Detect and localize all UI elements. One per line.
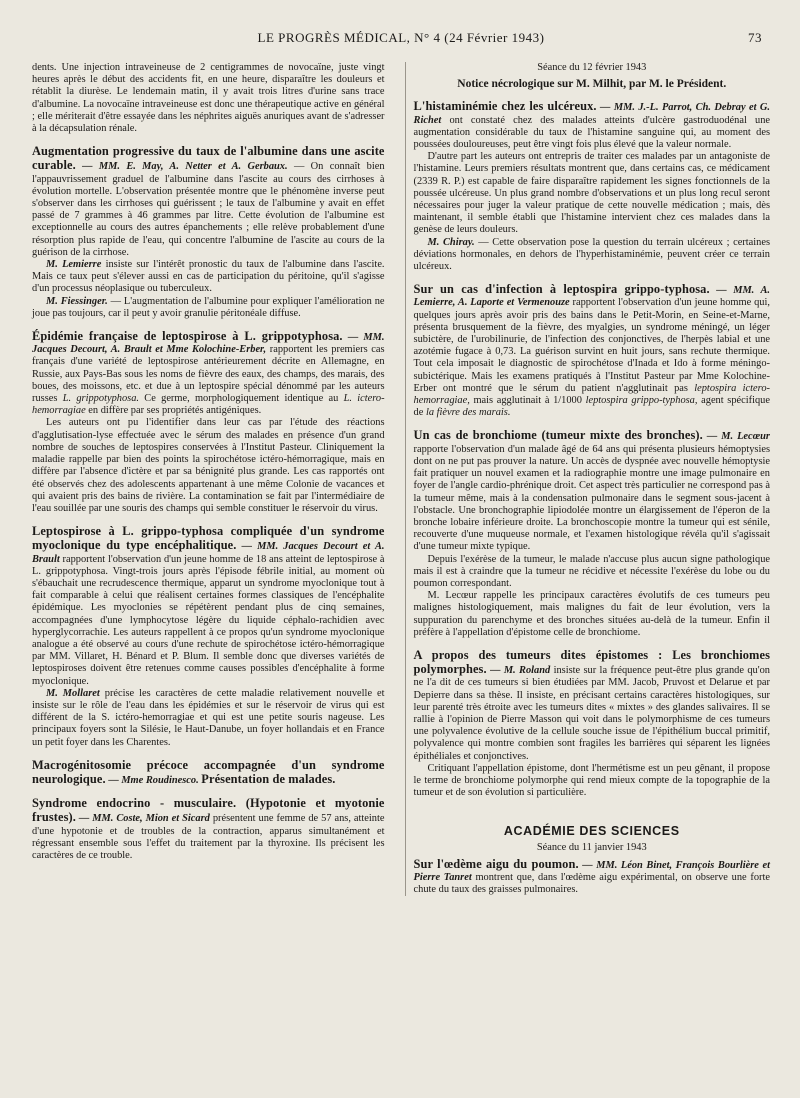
academy-heading: ACADÉMIE DES SCIENCES <box>503 824 680 839</box>
intro-paragraph-block <box>32 62 385 135</box>
epistomes-authors: — M. Roland <box>490 665 551 677</box>
page-number: 73 <box>748 30 762 45</box>
oedeme-article <box>414 858 770 897</box>
two-column-body <box>32 62 770 896</box>
epistomes-text: insiste sur la fréquence peut-être plus grande qu'on ne l'a dit de ces tumeurs si bien étudiées par MM. Jacob, Pruvost et Delarue et par Depierre dans sa thèse. Il insiste, en précisant certains caractères histologiques, sur leur parenté très étroite avec les tumeurs dites « mixtes » des glandes salivaires. Il se rallie à l'opinion de Pierre Masson qui voit dans le polymorphisme de ces tumeurs une polyvalence évolutive de la cellule souche issue de l'épithélium buccal primitif, polyvalence qui montre combien sont fragiles les barrières qui séparent les lignées épithéliales et conjonctives. <box>413 665 770 762</box>
albumine-text: — On connaît bien l'appauvrissement graduel de l'albumine dans l'ascite au cours des cirrhoses à évolution mortelle. L'observation présentée montre que le phénomène inverse peut s'observer dans les cirrhoses qui guérissent ; le taux de l'albumine y avait en effet passé de 7 grammes à 46 grammes par litre. Cette évolution de l'albumine est exceptionnelle au cours des autres épanchements ; elle relève probablement d'une résorption plus rapide de l'eau, qui concentre l'albumine de l'ascite au cours de la guérison de la cirrhose. <box>32 161 385 258</box>
infection-text3: agent spécifique de <box>413 395 770 419</box>
histaminemie-text2: D'autre part les auteurs ont entrepris de traiter ces malades par un antagoniste de l'histamine. Leurs premiers résultats montrent que, dans certains cas, ce médicament (2339 R. P.) est capable de faire disparaître rapidement les signes fonctionnels de la poussée ulcéreuse. Un plus grand nombre d'observations et un plus long recul seront nécessaires pour juger la valeur pratique de cette nouvelle médication ; mais, dès maintenant, il semble établi que l'histamine intervient chez ces malades dans la genèse de leurs douleurs. <box>413 151 770 236</box>
session-date: Séance du 12 février 1943 <box>537 62 647 73</box>
leptospirose-article <box>32 525 385 749</box>
epidemie-authors: — MM. Jacques Decourt, A. Brault et Mme Kolochine-Erber, <box>32 332 385 356</box>
leptospirose-title: Leptospirose à L. grippo-typhosa compliquée d'un syndrome myoclonique du type encéphalitique. <box>32 524 385 553</box>
endocrino-authors: — MM. Coste, Mion et Sicard <box>78 813 210 825</box>
mollaret-name: M. Mollaret <box>46 687 100 699</box>
academy-session-date: Séance du 11 janvier 1943 <box>536 841 647 853</box>
epidemie-text3: en diffère par ses propriétés antigéniques. <box>88 405 262 417</box>
epidemie-text2: Ce germe, morphologiquement identique au <box>144 393 339 405</box>
bronchiome-text2: Depuis l'exérèse de la tumeur, le malade n'accuse plus aucun signe pathologique mais il est à craindre que la tumeur ne récidive et nécessite l'exérèse du lobe ou du poumon correspondant. <box>413 553 770 589</box>
albumine-title: Augmentation progressive du taux de l'albumine dans une ascite curable. <box>32 144 385 173</box>
infection-authors: — MM. A. Lemierre, A. Laporte et Vermenouze <box>413 285 770 309</box>
chiray-text: — Cette observation pose la question du terrain ulcéreux ; certaines déviations hormonales, en dehors de l'hyperhistaminémie, peuvent créer ce terrain ulcéreux. <box>413 236 771 273</box>
infection-italic1: leptospira ictero-hemorragiae, <box>413 382 770 407</box>
leptospirose-authors: — MM. Jacques Decourt et A. Brault <box>32 541 385 565</box>
histaminemie-title: L'histaminémie chez les ulcéreux. <box>413 99 597 114</box>
infection-article <box>414 283 770 419</box>
bronchiome-text: rapporte l'observation d'un malade âgé de 64 ans qui présenta plusieurs hémoptysies dont on ne put pas prouver la nature. Un accès de dyspnée avec nouvelle hémoptysie fait pratiquer un nouvel examen et la radiographie montre une image pulmonaire en foyer de l'angle cardio-phrénique droit. Cet aspect très particulier ne correspond pas à la tumeur même, mais à la condensation pulmonaire dans le segment sous-jacent à l'obstacle. Une bronchographie lipiodolée montre un élargissement de l'éperon de la bronche lobaire inférieure droite. La bronchoscopie montre la tumeur qui est sénile, recouverte d'une muqueuse normale, et l'examen histologique révéla qu'il s'agissait d'une tumeur mixte typique. <box>413 443 770 553</box>
epidemie-article <box>32 330 385 515</box>
left-column <box>32 62 385 896</box>
oedeme-text: montrent que, dans l'œdème aigu expérimental, on observe une forte chute du taux des graisses pulmonaires. <box>413 871 770 896</box>
endocrino-title: Syndrome endocrino - musculaire. (Hypotonie et myotonie frustes). <box>32 796 385 825</box>
bronchiome-title: Un cas de bronchiome (tumeur mixte des bronches). <box>413 428 703 443</box>
oedeme-title: Sur l'œdème aigu du poumon. <box>413 856 579 871</box>
albumine-article <box>32 145 385 320</box>
histaminemie-authors: — MM. J.-L. Parrot, Ch. Debray et G. Richet <box>413 102 770 126</box>
bronchiome-article <box>414 429 770 638</box>
endocrino-article <box>32 797 385 862</box>
macrogenitosomie-article <box>32 759 385 787</box>
chiray-name: M. Chiray. <box>427 236 475 248</box>
macrogenitosomie-title2: Présentation de malades. <box>201 771 336 786</box>
infection-italic3: la fièvre des marais. <box>425 407 511 419</box>
infection-italic2: leptospira grippo-typhosa, <box>585 395 698 407</box>
histaminemie-article <box>414 100 770 273</box>
epidemie-text1: rapportent les premiers cas français d'une variété de leptospirose antérieurement décrite en Allemagne, en Russie, aux Pays-Bas sous les noms de fièvre des eaux, des champs, des marais, des boues, des moissons, etc. et due à un leptospire spécial dénommé par les auteurs russes <box>32 344 385 405</box>
running-head <box>32 30 770 52</box>
fiessinger-text: — L'augmentation de l'albumine pour expliquer l'amélioration ne joue pas toujours, car il peut y avoir granulie péritonéale diffuse. <box>32 295 385 319</box>
bronchiome-text3: M. Lecœur rappelle les principaux caractères évolutifs de ces tumeurs peu malignes histologiquement, mais malignes du fait de leur évolution, vers la suppuration du parenchyme et des bronches situées au-delà de la tumeur. Enfin il préfère à l'appellation d'épistome celle de bronchiome. <box>413 590 770 638</box>
infection-title: Sur un cas d'infection à leptospira grippo-typhosa. <box>413 282 710 297</box>
epistomes-article <box>414 649 770 799</box>
right-column <box>405 62 770 896</box>
infection-text2: mais agglutinait à 1/1000 <box>473 395 582 407</box>
fiessinger-name: M. Fiessinger. <box>46 295 108 307</box>
notice-title: Notice nécrologique sur M. Milhit, par M. le Président. <box>457 78 727 91</box>
epidemie-title: Épidémie française de leptospirose à L. grippotyphosa. <box>32 329 343 344</box>
mollaret-text: précise les caractères de cette maladie relativement nouvelle et insiste sur le rôle de l'eau dans les épidémies et sur le réservoir de virus qui est différent de la S. ictéro-hemorragiae et qui est une petite souris nageuse. Les principaux foyers sont la Silésie, le Haut-Danube, un foyer hollandais et en France un petit foyer dans les Charentes. <box>32 687 385 748</box>
epidemie-text4: Les auteurs ont pu l'identifier dans leur cas par l'étude des réactions d'agglutisation-lyse effectuée avec le sérum des malades en présence d'un grand nombre de souches de leptospires conservées à l'Institut Pasteur. Cliniquement la maladie rappelle par bien des points la spirochétose ictéro-hémorragique, mais en diffère par l'absence d'ictère et par sa bénignité plus grande. Les cas rapportés ont été observés chez des adolescents appartenant à une même Colonie de vacances et qui avaient pris des bains de rivière. La contamination se fait par l'intermédiaire de l'eau souillée par une souris des champs qui semble constituer le réservoir du virus. <box>32 417 385 514</box>
macrogenitosomie-authors: — Mme Roudinesco. <box>108 774 199 786</box>
macrogenitosomie-title: Macrogénitosomie précoce accompagnée d'un syndrome neurologique. <box>32 757 385 786</box>
lemierre-text: insiste sur l'intérêt pronostic du taux de l'albumine dans l'ascite. Mais ce taux peut s'élever aussi en cas de participation du péritoine, qu'il s'agisse d'un processus néoplasique ou tuberculeux. <box>32 259 385 295</box>
epistomes-text2: Critiquant l'appellation épistome, dont l'hermétisme est un peu gênant, il propose le terme de bronchiome polymorphe qui rend mieux compte de la topographie de la tumeur et de son évolution si particulière. <box>413 762 770 799</box>
epistomes-title: A propos des tumeurs dites épistomes : Les bronchiomes polymorphes. <box>413 647 770 677</box>
histaminemie-text: ont constaté chez des malades atteints d'ulcère gastroduodénal une augmentation considérable du taux de l'histamine sanguine qui, au moment des poussées douloureuses, peut être vingt fois plus élevé que la valeur normale. <box>413 114 771 151</box>
leptospirose-text: rapportent l'observation d'un jeune homme de 18 ans atteint de leptospirose à L. grippotyphosa. Vingt-trois jours après l'épisode fébrile initial, au moment où s'ébauchait une recrudescence thermique, apparut un syndrome myoclonique tout à fait comparable à celui que réalisent certaines formes classiques de l'encéphalite épidémique. Les myoclonies se répétèrent pendant plus de cinq semaines, accompagnées d'une lymphocytose légère du liquide céphalo-rachidien avec hyperglycorrachie. Les auteurs rappellent à ce propos qu'un syndrome myoclonique analogue a été observé au cours d'une rechute de spirochétose ictéro-hémorragique par MM. Villaret, H. Bénard et P. Blum. Il semble donc que diverses variétés de leptospiroses doivent être retenues comme causes possibles d'encéphalite à forme myoclonique. <box>32 553 385 687</box>
epidemie-italic2: L. ictero-hemorragiae <box>32 393 385 417</box>
oedeme-authors: — MM. Léon Binet, François Bourlière et Pierre Tanret <box>413 859 770 883</box>
endocrino-text: présentent une femme de 57 ans, atteinte d'une hypotonie et de troubles de la contraction, apparus simultanément et régressant ensemble sous l'effet du traitement par la thyroxine. Ils précisent les caractères de ce trouble. <box>32 813 385 861</box>
lemierre-name: M. Lemierre <box>46 259 102 271</box>
epidemie-italic1: L. grippotyphosa. <box>62 393 139 405</box>
albumine-authors: — MM. E. May, A. Netter et A. Gerbaux. <box>82 161 288 173</box>
journal-title: LE PROGRÈS MÉDICAL, N° 4 (24 Février 1943) <box>257 30 545 45</box>
infection-text1: rapportent l'observation d'un jeune homme qui, quelques jours après avoir pris des bains dans le Petit-Morin, en Seine-et-Marne, présenta brusquement de la fièvre, des myalgies, un syndrome méningé, un léger subictère, de l'urobilinurie, de l'infection des conjonctives, de l'herpès labial et une azotémie fugace à 0,73. La guérison survint en huit jours, sans rechute thermique. Tout cela imposait le diagnostic de spirochétose d'Inada et Ido à forme méningo-subictérique. Mais les examens pratiqués à l'Institut Pasteur par Mme Kolochine-Erber ont montré que le sérum du patient n'agglutinait pas <box>413 297 770 394</box>
bronchiome-authors: — M. Lecœur <box>706 431 770 443</box>
intro-paragraph: dents. Une injection intraveineuse de 2 centigrammes de novocaïne, juste vingt heures après le début des accidents fit, en une heure, disparaître les douleurs et rétablit la diurèse. Le lendemain matin, il y avait trois litres d'urine sans trace d'albumine. La novocaïne intraveineuse est donc une thérapeutique active en général ; elle mériterait d'être essayée dans les néphrites aiguës anuriques avant de s'adresser à la décapsulation rénale. <box>32 62 385 135</box>
